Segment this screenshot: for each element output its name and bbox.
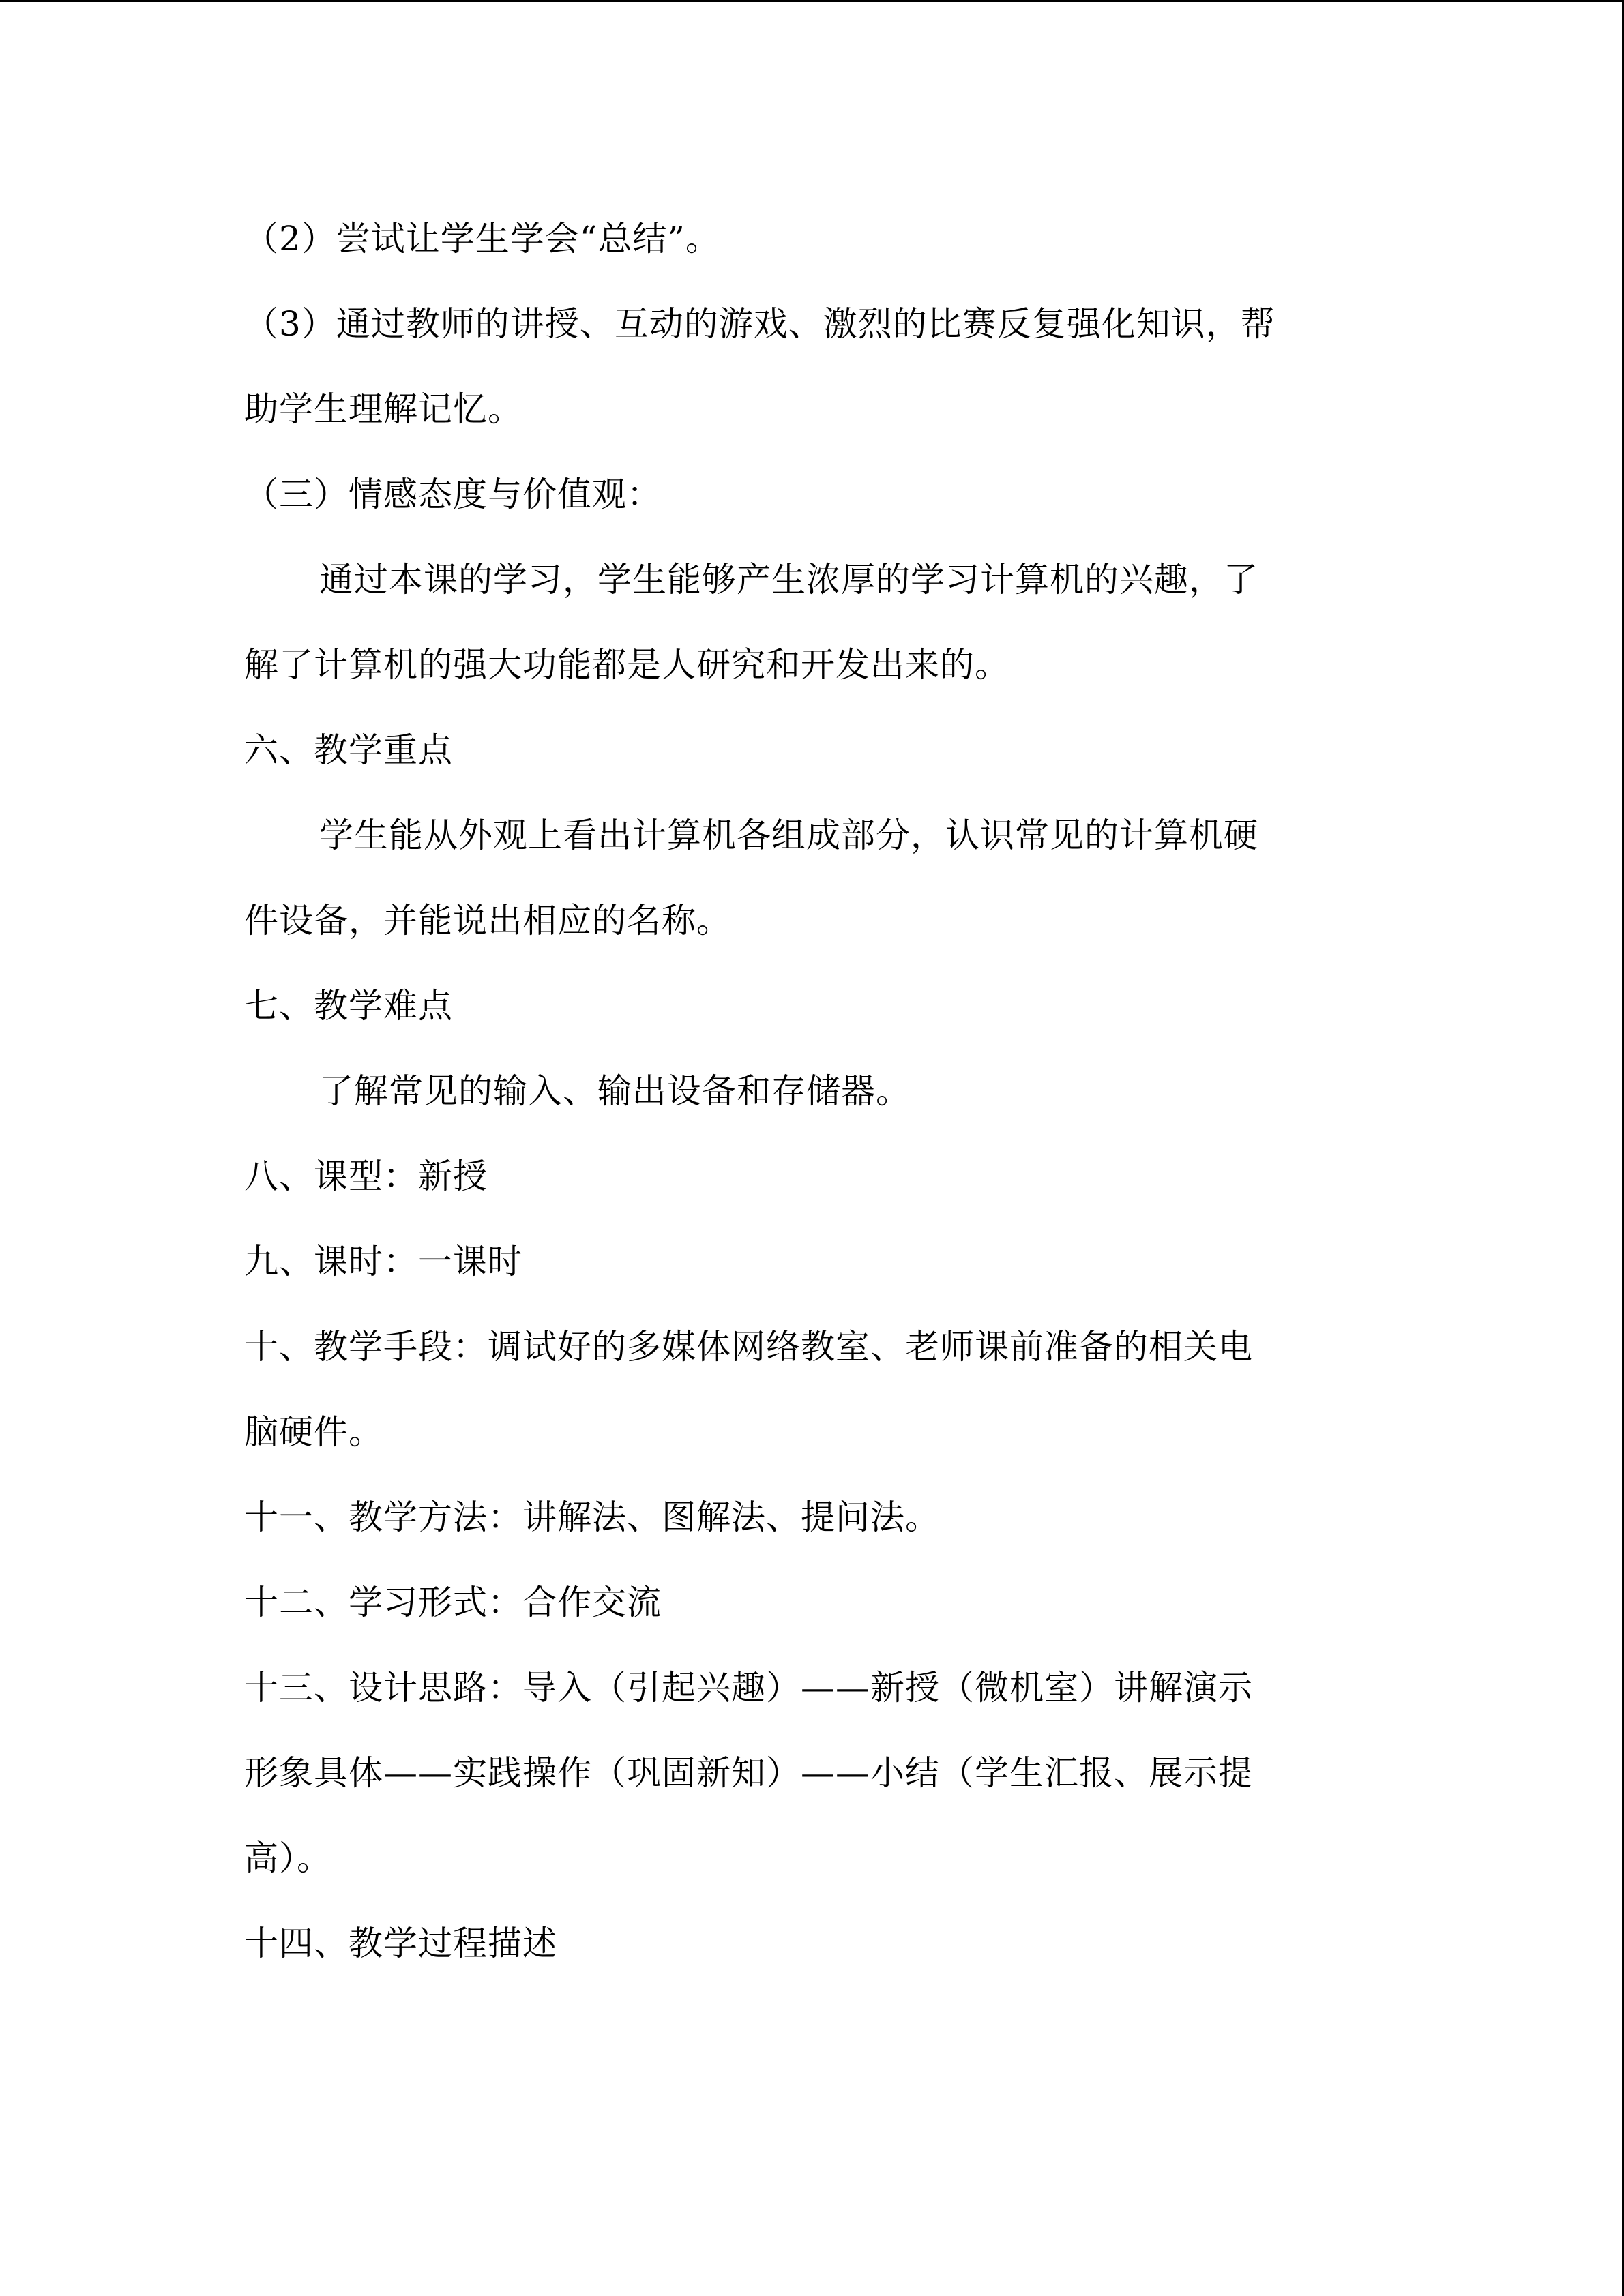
text-line-objective-2: （2）尝试让学生学会“总结”。 <box>244 219 720 258</box>
text-line-emotion-values-cont: 解了计算机的强大功能都是人研究和开发出来的。 <box>244 645 1009 685</box>
text-line-objective-3-cont: 助学生理解记忆。 <box>244 389 522 429</box>
text-line-teaching-difficulty: 了解常见的输入、输出设备和存储器。 <box>319 1071 911 1111</box>
text-line-lesson-type: 八、课型：新授 <box>244 1157 488 1196</box>
heading-teaching-difficulty: 七、教学难点 <box>244 986 453 1026</box>
text-line-lesson-hours: 九、课时：一课时 <box>244 1242 522 1281</box>
text-line-design-idea: 十三、设计思路：导入（引起兴趣）——新授（微机室）讲解演示 <box>244 1668 1253 1708</box>
text-line-teaching-means: 十、教学手段：调试好的多媒体网络教室、老师课前准备的相关电 <box>244 1327 1253 1367</box>
text-line-objective-3: （3）通过教师的讲授、互动的游戏、激烈的比赛反复强化知识，帮 <box>244 304 1275 344</box>
text-line-teaching-methods: 十一、教学方法：讲解法、图解法、提问法。 <box>244 1497 940 1537</box>
page-top-border <box>0 0 1624 2</box>
text-line-teaching-focus-cont: 件设备，并能说出相应的名称。 <box>244 901 731 940</box>
text-line-teaching-means-cont: 脑硬件。 <box>244 1412 383 1452</box>
heading-emotion-values: （三）情感态度与价值观： <box>244 475 662 514</box>
heading-teaching-focus: 六、教学重点 <box>244 730 453 770</box>
text-line-emotion-values: 通过本课的学习，学生能够产生浓厚的学习计算机的兴趣，了 <box>319 560 1258 599</box>
text-line-teaching-focus: 学生能从外观上看出计算机各组成部分，认识常见的计算机硬 <box>319 816 1258 855</box>
text-line-learning-form: 十二、学习形式：合作交流 <box>244 1583 662 1622</box>
text-line-design-idea-end: 高）。 <box>244 1838 331 1878</box>
heading-teaching-process: 十四、教学过程描述 <box>244 1924 557 1963</box>
text-line-design-idea-cont: 形象具体——实践操作（巩固新知）——小结（学生汇报、展示提 <box>244 1753 1253 1793</box>
